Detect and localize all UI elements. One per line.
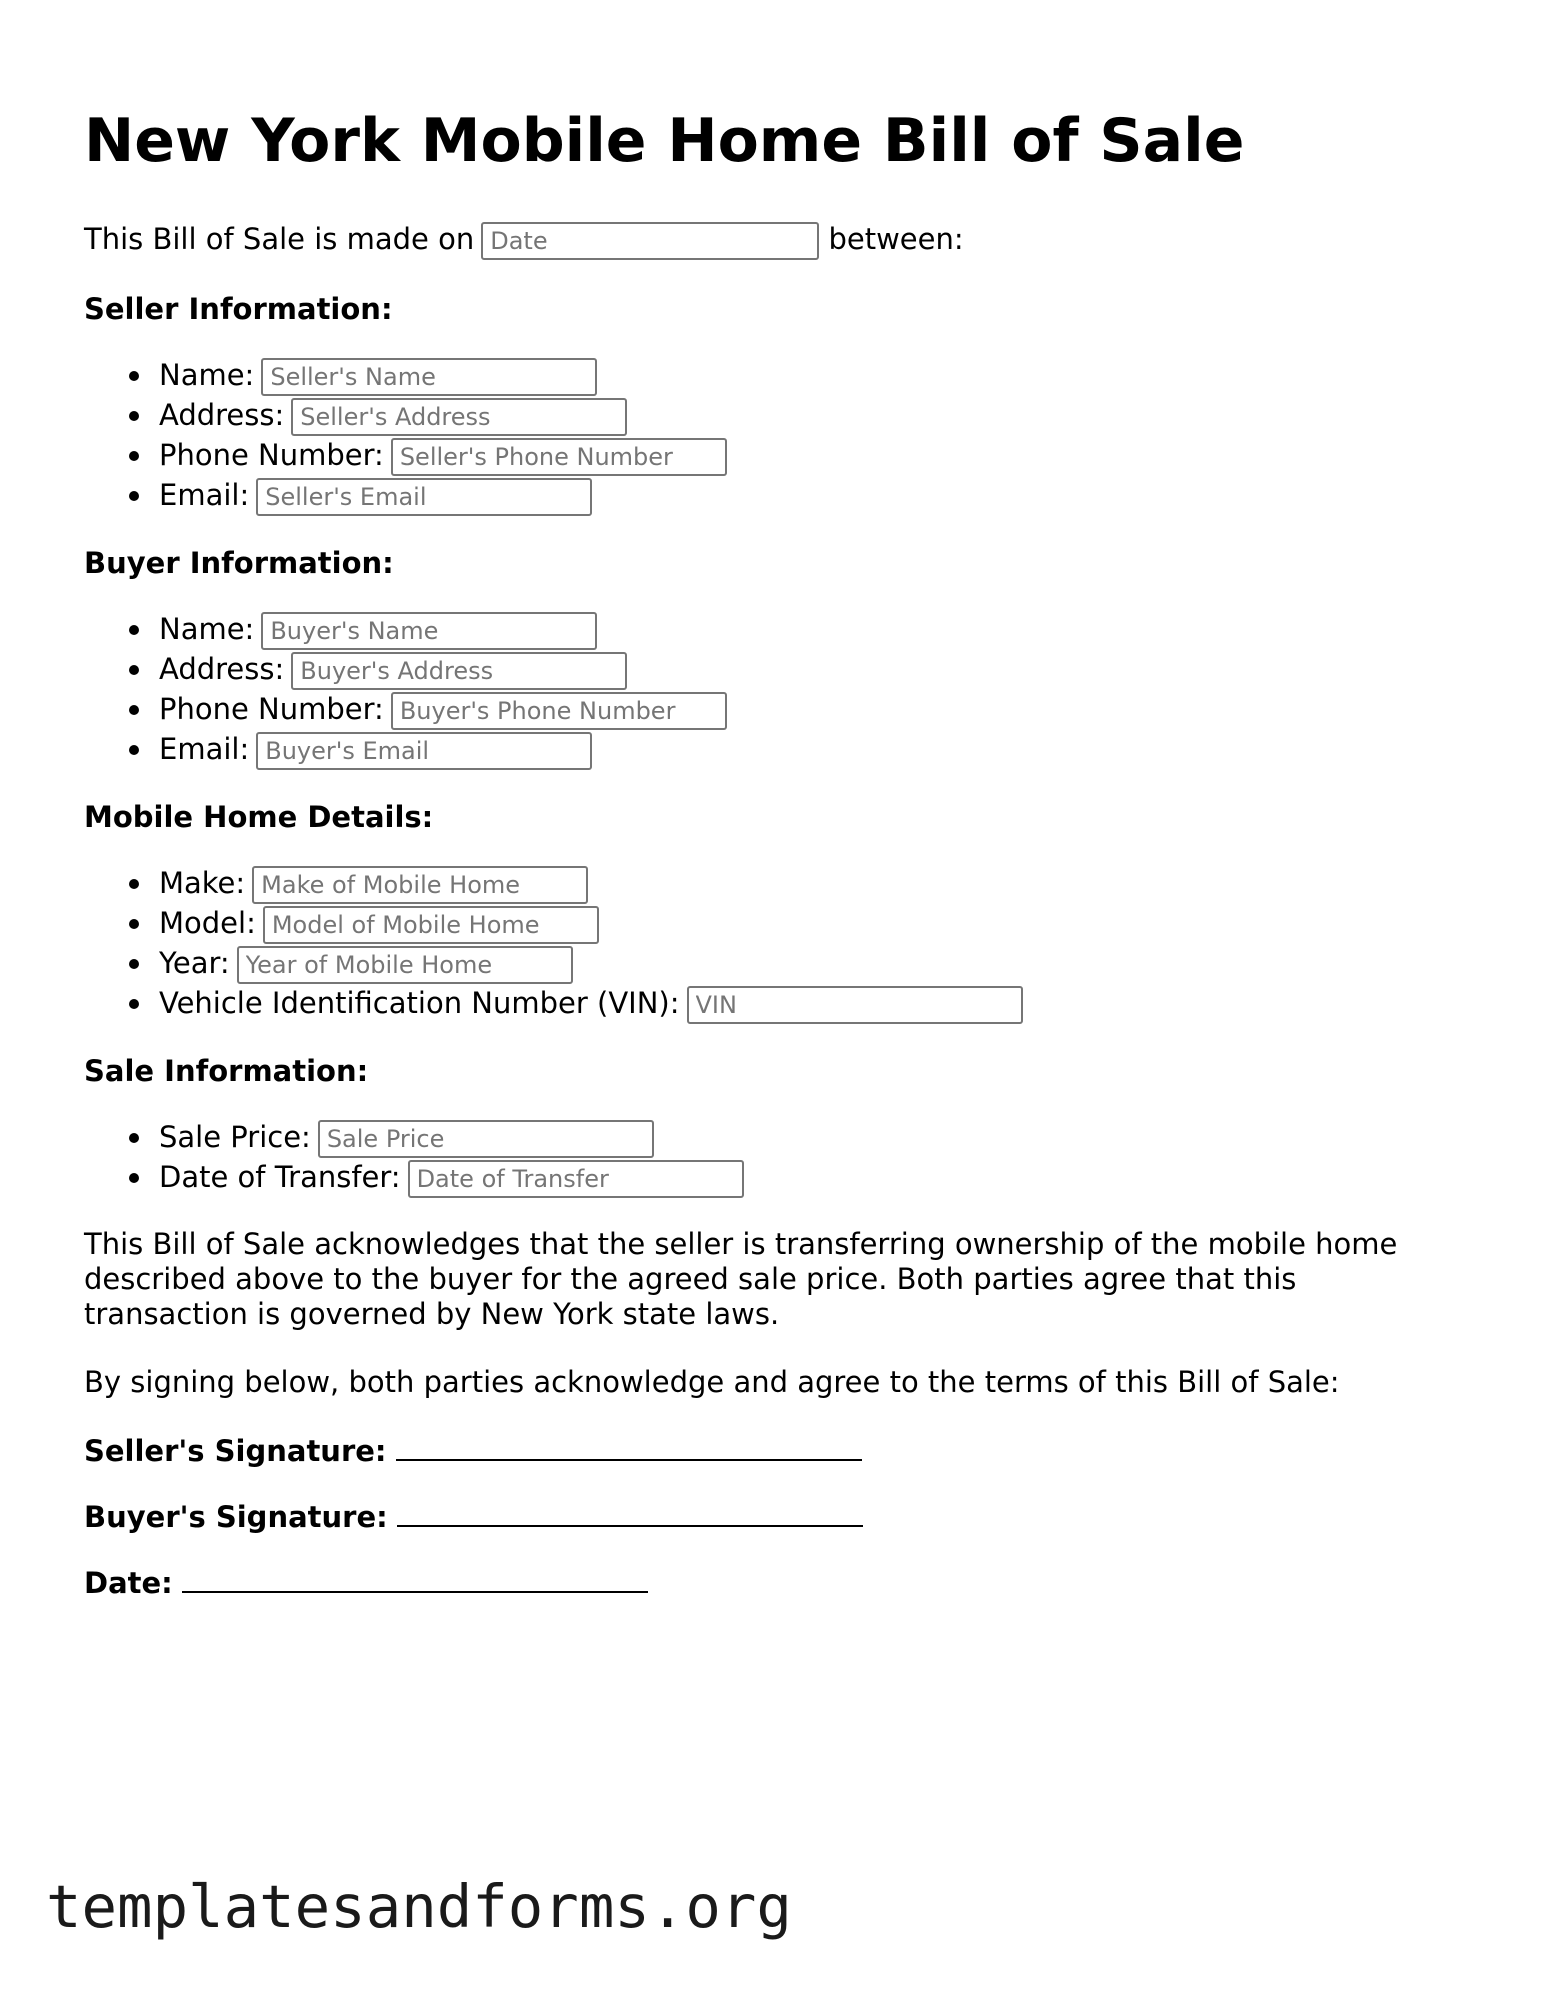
seller-name-label: Name: (159, 358, 255, 392)
year-label: Year: (159, 946, 230, 980)
list-item (84, 904, 1023, 944)
seller-phone-input[interactable] (391, 438, 727, 476)
seller-signature-line (84, 1429, 862, 1470)
watermark-text: templatesandforms.org (46, 1872, 792, 1941)
list-item (84, 1158, 744, 1198)
year-input[interactable] (237, 946, 573, 984)
list-item (84, 864, 1023, 904)
sale-date-input[interactable] (481, 222, 819, 260)
list-item (84, 476, 727, 516)
acknowledgement-paragraph: This Bill of Sale acknowledges that the seller is transferring ownership of the mobile home described above to the buyer for the agreed sale price. Both parties agree that this transaction is governed by New York state laws. (84, 1227, 1398, 1331)
list-item (84, 650, 727, 690)
buyer-email-label: Email: (159, 732, 250, 766)
buyer-list (84, 610, 727, 770)
list-item (84, 944, 1023, 984)
list-item (84, 1118, 744, 1158)
buyer-name-label: Name: (159, 612, 255, 646)
list-item (84, 730, 727, 770)
sale-list (84, 1118, 744, 1198)
page-title: New York Mobile Home Bill of Sale (84, 106, 1245, 176)
sale-heading: Sale Information: (84, 1054, 369, 1088)
vin-input[interactable] (687, 986, 1023, 1024)
date-signature-label: Date: (84, 1566, 173, 1600)
signing-statement: By signing below, both parties acknowledge and agree to the terms of this Bill of Sale: (84, 1365, 1340, 1399)
buyer-phone-label: Phone Number: (159, 692, 384, 726)
sale-price-label: Sale Price: (159, 1120, 311, 1154)
list-item (84, 610, 727, 650)
list-item (84, 984, 1023, 1024)
buyer-phone-input[interactable] (391, 692, 727, 730)
seller-list (84, 356, 727, 516)
buyer-signature-field[interactable] (397, 1495, 863, 1527)
seller-name-input[interactable] (261, 358, 597, 396)
list-item (84, 356, 727, 396)
date-signature-field[interactable] (182, 1561, 648, 1593)
vin-label: Vehicle Identification Number (VIN): (159, 986, 680, 1020)
sale-price-input[interactable] (318, 1120, 654, 1158)
transfer-date-label: Date of Transfer: (159, 1160, 401, 1194)
seller-phone-label: Phone Number: (159, 438, 384, 472)
intro-suffix: between: (828, 222, 964, 256)
seller-email-input[interactable] (256, 478, 592, 516)
model-input[interactable] (263, 906, 599, 944)
date-signature-line (84, 1561, 648, 1602)
buyer-address-input[interactable] (291, 652, 627, 690)
buyer-name-input[interactable] (261, 612, 597, 650)
buyer-signature-line (84, 1495, 863, 1536)
mobile-home-heading: Mobile Home Details: (84, 800, 434, 834)
seller-heading: Seller Information: (84, 292, 393, 326)
intro-prefix: This Bill of Sale is made on (84, 222, 475, 256)
buyer-heading: Buyer Information: (84, 546, 394, 580)
seller-signature-label: Seller's Signature: (84, 1434, 387, 1468)
seller-email-label: Email: (159, 478, 250, 512)
make-input[interactable] (252, 866, 588, 904)
list-item (84, 436, 727, 476)
model-label: Model: (159, 906, 256, 940)
list-item (84, 396, 727, 436)
transfer-date-input[interactable] (408, 1160, 744, 1198)
seller-address-input[interactable] (291, 398, 627, 436)
intro-line (84, 220, 964, 260)
make-label: Make: (159, 866, 246, 900)
buyer-address-label: Address: (159, 652, 285, 686)
mobile-home-list (84, 864, 1023, 1024)
seller-address-label: Address: (159, 398, 285, 432)
list-item (84, 690, 727, 730)
buyer-signature-label: Buyer's Signature: (84, 1500, 388, 1534)
seller-signature-field[interactable] (396, 1429, 862, 1461)
buyer-email-input[interactable] (256, 732, 592, 770)
